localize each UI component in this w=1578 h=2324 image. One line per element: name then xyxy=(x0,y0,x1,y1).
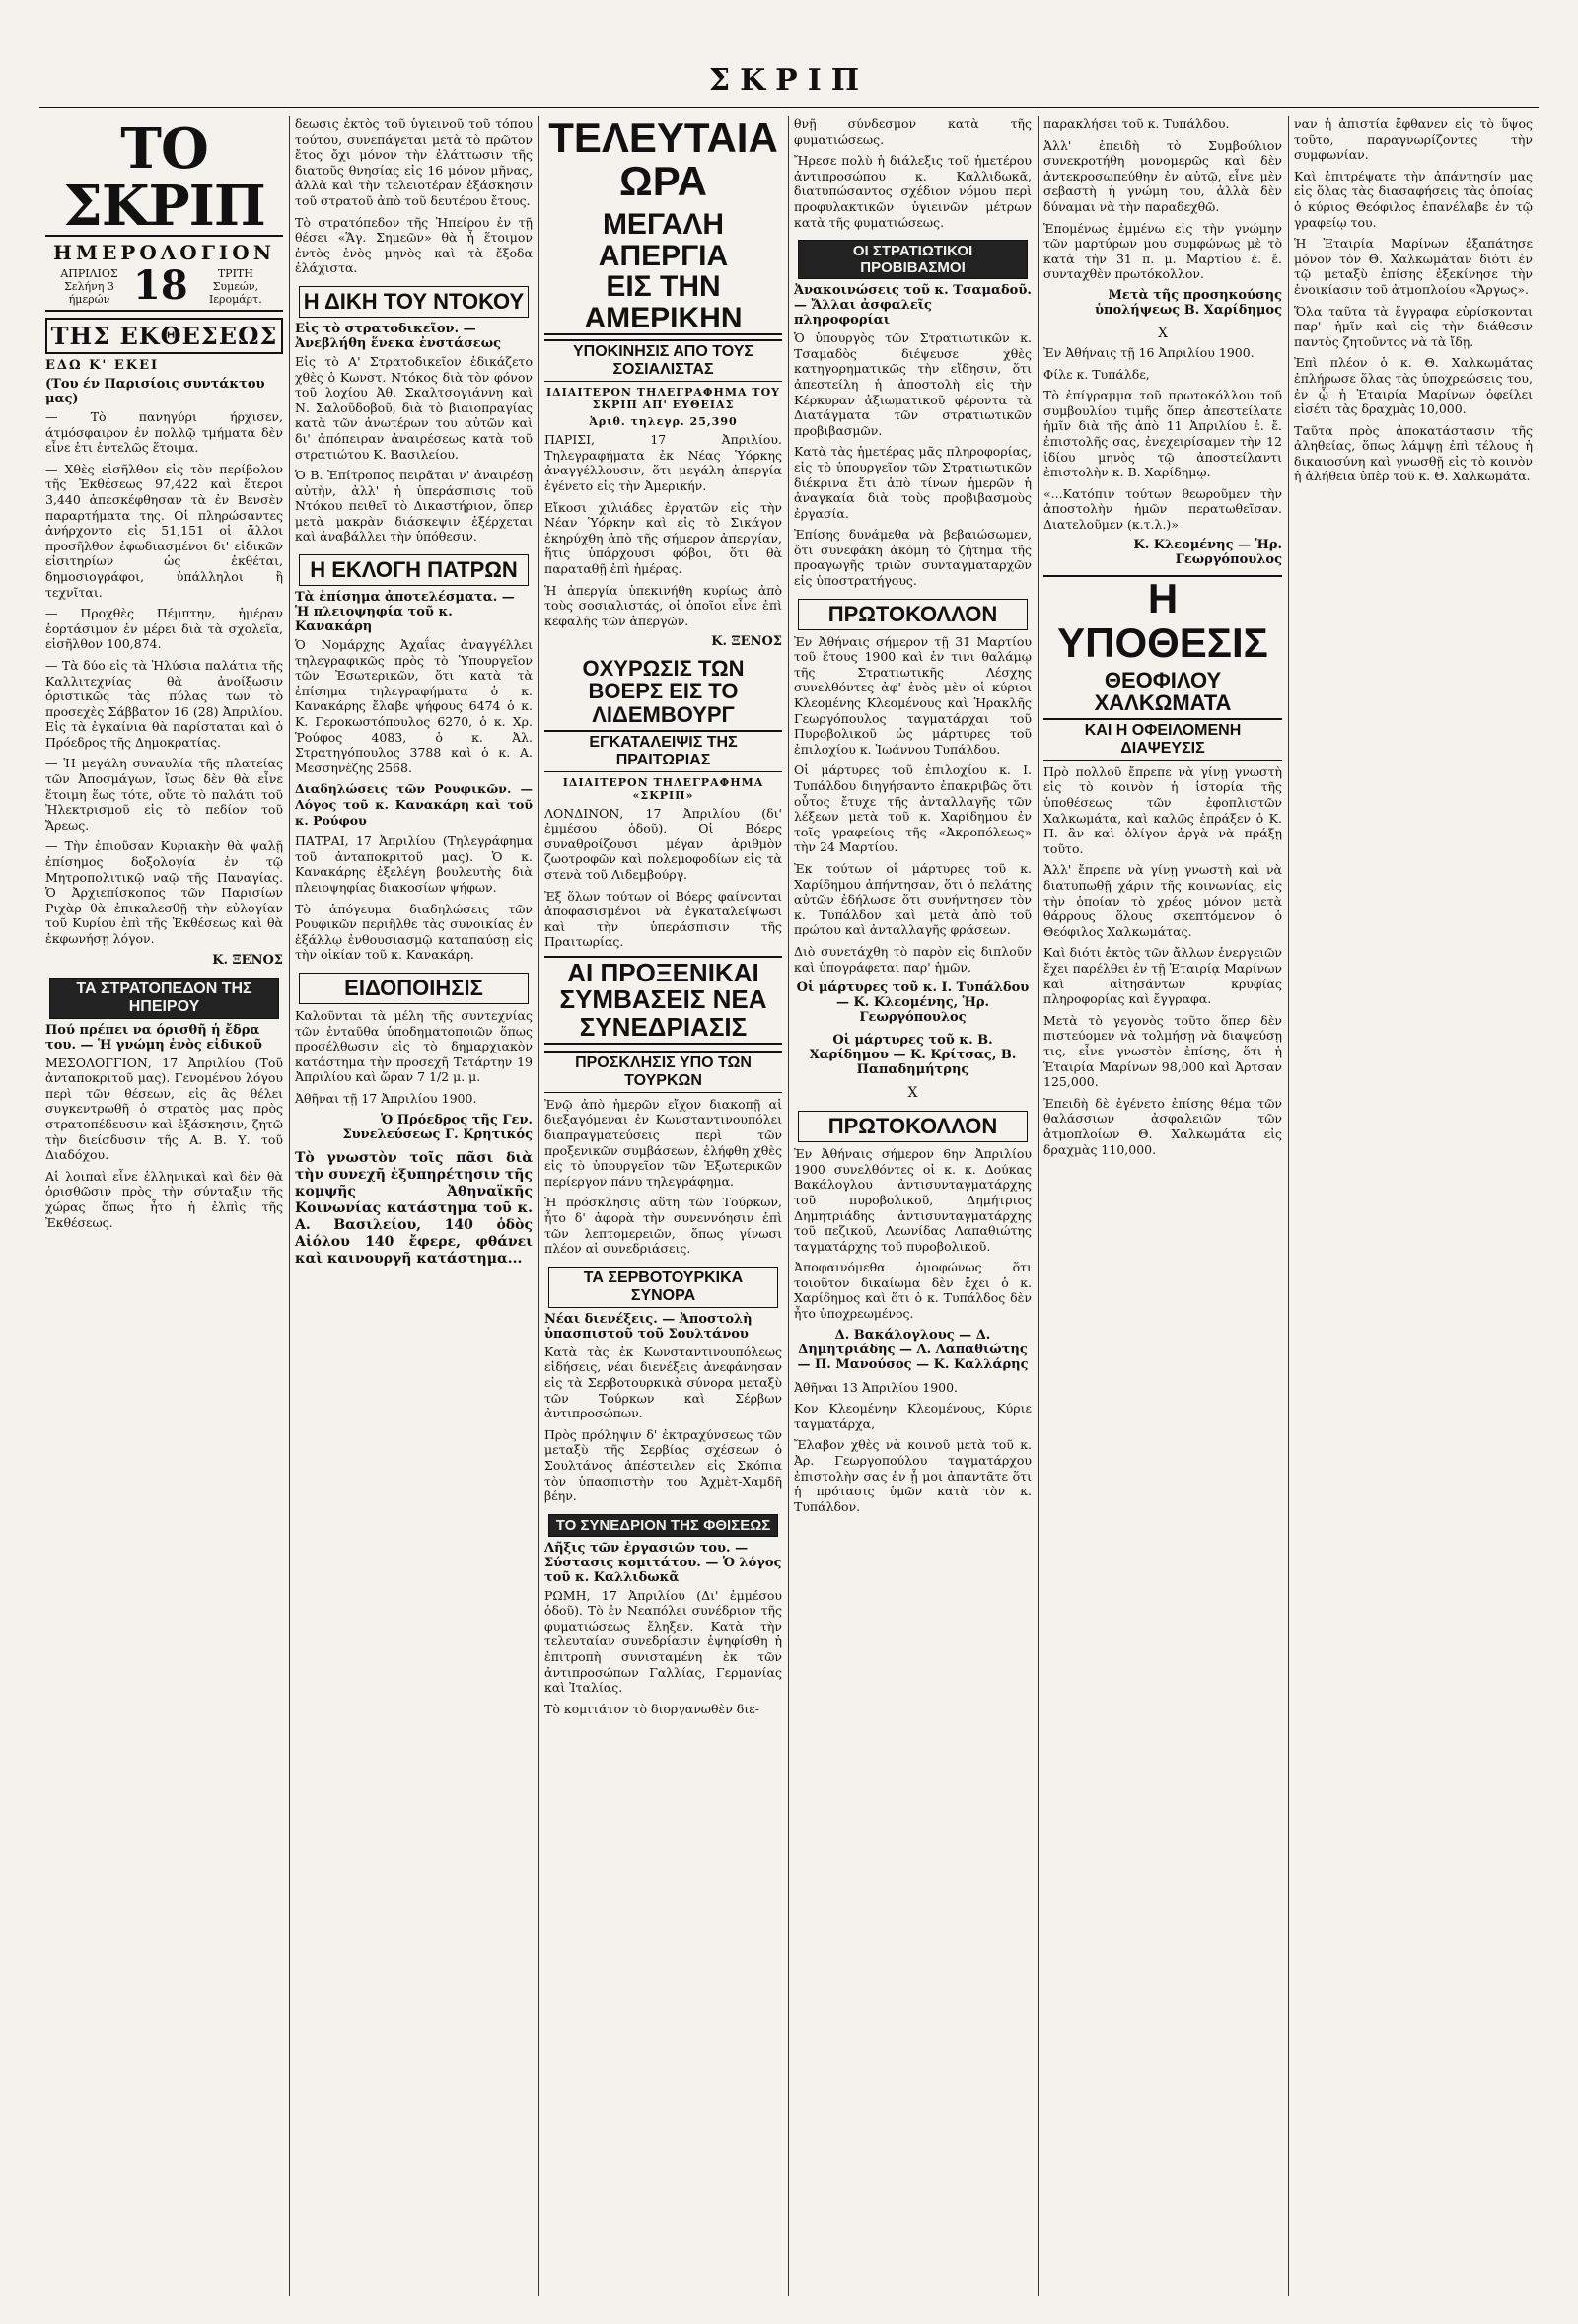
article-headline: Η ΥΠΟΘΕΣΙΣ xyxy=(1043,575,1282,664)
article-headline: ΟΙ ΣΤΡΑΤΙΩΤΙΚΟΙ ΠΡΟΒΙΒΑΣΜΟΙ xyxy=(798,240,1028,279)
article-headline: ΤΟ ΣΥΝΕΔΡΙΟΝ ΤΗΣ ΦΘΙΣΕΩΣ xyxy=(548,1514,778,1537)
paragraph: Ἐπίσης δυνάμεθα νὰ βεβαιώσωμεν, ὅτι συνεφάκη ἀκόμη τὸ ζήτημα τῆς προαγωγῆς τριῶν συνταγματαρχῶν εἰς ὑποστρατήγους. xyxy=(794,527,1032,589)
paragraph: ΠΑΤΡΑΙ, 17 Ἀπριλίου (Τηλεγράφημα τοῦ ἀνταποκριτοῦ μας). Ὁ κ. Κανακάρης ἐξελέγη βουλευτὴς διὰ πλειοψηφίας διακοσίων ψήφων. xyxy=(295,834,533,895)
newspaper-logo: ΤΟ ΣΚΡΙΠ xyxy=(45,120,283,237)
article-lead: Λῆξις τῶν ἐργασιῶν του. — Σύστασις κομιτάτου. — Ὁ λόγος τοῦ κ. Καλλιδωκᾶ xyxy=(544,1540,782,1585)
telegram-label: ΙΔΙΑΙΤΕΡΟΝ ΤΗΛΕΓΡΑΦΗΜΑ «ΣΚΡΙΠ» xyxy=(562,775,764,802)
paragraph: Ἐν Ἀθήναις σήμερον τῇ 31 Μαρτίου τοῦ ἔτους 1900 καὶ ἐν τινι θαλάμῳ τῆς Στρατιωτικῆς Λέσχης συνελθόντες ἀφ' ἑνὸς μὲν οἱ κύριοι Κλεομένης Κλεομένους καὶ Ἡρακλῆς Γεωργόπουλος ταγματάρχαι τοῦ Πυροβολικοῦ ὡς μάρτυρες τοῦ ἐπιλοχίου κ. Ἰωάννου Τυπάλδου. xyxy=(794,633,1032,757)
paragraph: Ἡ Ἑταιρία Μαρίνων ἐξαπάτησε μόνον τὸν Θ. Χαλκωμάταν διότι ἐν τῷ μεταξὺ ἐπίσης ἐξεκίνησε τὴν ἐνοικίασιν τοῦ ἀτμοπλοίου «Ἄργως». xyxy=(1294,236,1533,297)
paragraph: Τὸ στρατόπεδον τῆς Ἠπείρου ἐν τῇ θέσει «Ἅγ. Σημεῶν» θὰ ἦ ἕτοιμον ἐντὸς ἑνὸς μηνὸς καὶ τὰ ἔξοδα ἐλάχιστα. xyxy=(295,214,533,276)
article-lead: Πού πρέπει να όρισθῆ ἡ ἔδρα του. — Ἡ γνώμη ἑνὸς εἰδικοῦ xyxy=(45,1022,262,1053)
article-headline: ΤΑ ΣΤΡΑΤΟΠΕΔΟΝ ΤΗΣ ΗΠΕΙΡΟΥ xyxy=(49,978,279,1019)
paragraph: Ἐν Ἀθήναις τῇ 16 Ἀπριλίου 1900. xyxy=(1043,344,1255,360)
article-lead: Τὰ ἐπίσημα ἀποτελέσματα. — Ἡ πλειοψηφία τοῦ κ. Κανακάρη xyxy=(295,590,515,635)
article-subheadline: ΕΓΚΑΤΑΛΕΙΨΙΣ ΤΗΣ ΠΡΑΙΤΩΡΙΑΣ xyxy=(544,730,782,772)
paragraph: Ἤρεσε πολὺ ἡ διάλεξις τοῦ ἡμετέρου ἀντιπροσώπου κ. Καλλιδωκᾶ, διατυπώσαντος σχέδιον νόμου περὶ προφυλακτικῶν ὑγιεινῶν μέτρων κατὰ τῆς φυματιώσεως. xyxy=(794,153,1032,230)
article-headline: ΠΡΩΤΟΚΟΛΛΟΝ xyxy=(798,1111,1028,1142)
article-headline: ΕΙΣ ΤΗΝ ΑΜΕΡΙΚΗΝ xyxy=(544,271,782,335)
paragraph: Ὁ Β. Ἐπίτροπος πειρᾶται ν' ἀναιρέσῃ αὐτὴν, ἀλλ' ἡ ὑπεράσπισις τοῦ Ντόκου πειθεῖ τὸ Δικαστήριον, ὅπερ μετὰ μακρὰν διάσκεψιν ἐξέρχεται καὶ ἀναβάλλει τὴν ὑπόθεσιν. xyxy=(295,468,533,545)
dateline xyxy=(45,262,283,312)
date-day: 18 xyxy=(133,262,188,309)
paragraph: — Ἡ μεγάλη συναυλία τῆς πλατείας τῶν Ἀποσμάγων, ἴσως δὲν θὰ εἶνε ἕτοιμη ἕως τότε, οὔτε τὸ παλάτι τοῦ Ἠλεκτρισμοῦ εἰς τὸ πεδίον τοῦ Ἄρεως. xyxy=(45,756,283,833)
paragraph: Ἐκ τούτων οἱ μάρτυρες τοῦ κ. Χαρίδημου ἀπήντησαν, ὅτι ὁ πελάτης αὐτῶν ἐδήλωσε ὅτι συνήντησεν τὸν κ. Τυπάλδον καὶ μετὰ ἀπὸ τοῦ πρώτου καὶ ἀνταλλαγῆς φράσεων. xyxy=(794,860,1032,938)
paragraph: Ἀλλ' ἔπρεπε νὰ γίνῃ γνωστὴ καὶ νὰ διατυπωθῇ χάριν τῆς κοινωνίας, εἰς τὴν ὁποίαν τὸ χρέος μόνον μετὰ θάρρους ὅλους σκεπτόμενον ὁ Θεόφιλος Χαλκωμάτας. xyxy=(1043,862,1282,939)
column-2 xyxy=(289,116,538,2296)
signature: Μετὰ τῆς προσηκούσης ὑπολήψεως Β. Χαρίδημος xyxy=(1094,287,1282,318)
article-headline: ΤΕΛΕΥΤΑΙΑ ΩΡΑ xyxy=(548,116,778,205)
column-5 xyxy=(1038,116,1288,2296)
paragraph: Πρὸς πρόληψιν δ' ἐκτραχύνσεως τῶν μεταξὺ τῆς Σερβίας σχέσεων ὁ Σουλτάνος ἀπέστειλεν εἰς Σκόπια τὸν ὑπασπιστὴν του Ἀχμὲτ-Χαμδῆ βέην. xyxy=(544,1426,782,1504)
article-subheadline: ΥΠΟΚΙΝΗΣΙΣ ΑΠΟ ΤΟΥΣ ΣΟΣΙΑΛΙΣΤΑΣ xyxy=(544,339,782,382)
article-headline: Η ΔΙΚΗ ΤΟΥ ΝΤΟΚΟΥ xyxy=(299,286,529,318)
article-headline: ΕΙΔΟΠΟΙΗΣΙΣ xyxy=(299,973,529,1004)
paragraph: Τὸ ἀπόγευμα διαδηλώσεις τῶν Ρουφικῶν περιῆλθε τὰς συνοικίας ἐν ἐξάλλῳ ἐνθουσιασμῷ καταπαύσῃ εἰς τὴν οἰκίαν τοῦ κ. Κανακάρη. xyxy=(295,901,533,963)
paragraph: Οἱ μάρτυρες τοῦ ἐπιλοχίου κ. Ι. Τυπάλδου διηγήσαντο ἐπακριβῶς ὅτι οὗτος ἔτυχε τῆς ἀνταλλαγῆς τῶν λέξεων μετὰ τοῦ κ. Χαρίδημου ἐν τοῖς γραφείοις τῆς «Ἀκροπόλεως» τὴν 24 Μαρτίου. xyxy=(794,763,1032,855)
paragraph: Ἐπειδὴ δὲ ἐγένετο ἐπίσης θέμα τῶν θαλάσσιων ἀσφαλειῶν τῶν ἀτμοπλοίων Θ. Χαλκωμάτα εἰς δραχμὰς 110,000. xyxy=(1043,1095,1282,1157)
paragraph: Ἡ πρόσκλησις αὕτη τῶν Τούρκων, ἦτο δ' ἀφορὰ τὴν συνεννόησιν ἐπὶ τῶν λεπτομερειῶν, ὅπως γίνωσι πλέον αἱ συνεδριάσεις. xyxy=(544,1195,782,1257)
telegram-label: ΙΔΙΑΙΤΕΡΟΝ ΤΗΛΕΓΡΑΦΗΜΑ ΤΟΥ ΣΚΡΙΠ ΑΠ' ΕΥΘΕΙΑΣ xyxy=(545,386,781,412)
telegram-ref: Ἀριθ. τηλεγρ. 25,390 xyxy=(589,415,738,429)
paragraph: ΠΑΡΙΣΙ, 17 Ἀπριλίου. Τηλεγραφήματα ἐκ Νέας Ὑόρκης ἀναγγέλλουσιν, ὅτι μεγάλη ἀπεργία ἐγένετο εἰς τὴν Ἀμερικήν. xyxy=(544,432,782,493)
page-masthead: ΣΚΡΙΠ xyxy=(39,63,1539,109)
advertisement: Τὸ γνωστὸν τοῖς πᾶσι διὰ τὴν συνεχῆ ἐξυπηρέτησιν τῆς κομψῆς Ἀθηναϊκῆς Κοινωνίας κατάστημα τοῦ κ. Α. Βασιλείου, 140 ὁδὸς Αἰόλου 140 ἔφερε, φθάνει καὶ καινουργῆ κατάστημα... xyxy=(295,1149,533,1267)
article-headline: ΤΑ ΣΕΡΒΟΤΟΥΡΚΙΚΑ ΣΥΝΟΡΑ xyxy=(548,1267,778,1308)
paragraph: Ἀλλ' ἐπειδὴ τὸ Συμβούλιον συνεκροτήθη μονομερῶς καὶ δὲν ἀντεκροσωπεύθην ἐν αὐτῷ, εἶνε μὲν σεβαστὴ ἡ γνώμη του, ἀλλὰ δὲν δύναμαι νὰ τὴν παραδεχθῶ. xyxy=(1043,137,1282,214)
paragraph: Πρὸ πολλοῦ ἔπρεπε νὰ γίνῃ γνωστὴ εἰς τὸ κοινὸν ἡ ἱστορία τῆς ὑποθέσεως τῶν ἐφοπλιστῶν Χαλκωμάτα, καὶ καλῶς ἐπράξεν ὁ Κ. Π. ἂν καὶ ὀλίγον ἀργὰ νὰ πράξῃ τοῦτο. xyxy=(1043,763,1282,856)
paragraph: Κατὰ τὰς ἡμετέρας μᾶς πληροφορίας, εἰς τὸ ὑπουργεῖον τῶν Στρατιωτικῶν διέκρινα ἔτι ἀπὸ τίνων ἡμερῶν ἡ ἀναγκαία διὰ τοὺς προβιβασμοὺς ἐργασία. xyxy=(794,444,1032,521)
paragraph: — Τὸ πανηγύρι ήρχισεν, άτμόσφαιρον ἐν πολλῷ τμήματα δὲν εἶνε ἐτι ἐντελῶς ἕτοιμα. xyxy=(45,409,283,456)
paragraph: Φίλε κ. Τυπάλδε, xyxy=(1043,366,1150,382)
paragraph: θνῇ σύνδεσμον κατὰ τῆς φυματιώσεως. xyxy=(794,116,1032,147)
date-weekday: ΤΡΙΤΗ xyxy=(217,266,253,280)
date-left-note: Σελήνη 3 ήμερών xyxy=(64,279,114,306)
signature: Οἱ μάρτυρες τοῦ κ. Ι. Τυπάλδου — Κ. Κλεομένης, Ἡρ. Γεωργόπουλος xyxy=(796,980,1030,1026)
paragraph: Ἔλαβον χθὲς νὰ κοινοῦ μετὰ τοῦ κ. Ἀρ. Γεωργοπούλου ταγματάρχου ἐπιστολὴν σας ἐν ᾗ μοι ἀπαντᾶτε ὅτι ἡ πρότασις ὑμῶν κατὰ τὸν κ. Τυπάλδον. xyxy=(794,1437,1032,1514)
signature: Κ. Κλεομένης — Ἡρ. Γεωργόπουλος xyxy=(1133,538,1282,568)
paragraph: Ἐξ ὅλων τούτων οἱ Βόερς φαίνονται ἀποφασισμένοι νὰ ἐγκαταλείψωσι καὶ τὴν ὑπεράσπισιν τῆς Πραιτωρίας. xyxy=(544,888,782,950)
paragraph: — Χθὲς εἰσῆλθον εἰς τὸν περίβολον τῆς Ἐκθέσεως 97,422 καὶ ἕτεροι 3,440 ἀπεσκέφθησαν τὰ ἐν Βενσὲν παραρτήματα της. Οἱ πληρώσαντες ἀνήρχοντο εἰς 51,151 οἱ ἄλλοι προσῆλθον ἐφωδιασμένοι δι' εἰδικῶν εἰσιτηρίων ὡς ἐκθέται, δημοσιογράφοι, ὑπάλληλοι ἢ τεχνῖται. xyxy=(45,461,283,600)
paragraph: Καλοῦνται τὰ μέλη τῆς συντεχνίας τῶν ἐνταῦθα ὑποδηματοποιῶν ὅπως προσέλθωσιν εἰς τὸ δημαρχιακὸν κατάστημα τὴν προσεχῆ Τετάρτην 19 Ἀπριλίου καὶ ὥραν 7 1/2 μ. μ. xyxy=(295,1007,533,1085)
paragraph: Ταῦτα πρὸς ἀποκατάστασιν τῆς ἀληθείας, ὅπως λάμψῃ ἐπὶ τέλους ἡ δικαιοσύνη καὶ γνωσθῇ εἰς τὸ κοινὸν ἡ ἀλήθεια ὑπὲρ τοῦ κ. Θ. Χαλκωμάτα. xyxy=(1294,422,1533,484)
paragraph: Ἐν Ἀθήναις σήμερον 6ην Ἀπριλίου 1900 συνελθόντες οἱ κ. κ. Δούκας Βακάλογλου ἀντισυνταγματάρχης τοῦ πυροβολικοῦ, Δημήτριος Δημητριάδης ἀντισυνταγματάρχης τοῦ πεζικοῦ, Λεωνίδας Λαπαθιώτης ταγματάρχης τοῦ πυροβολικοῦ. xyxy=(794,1146,1032,1254)
paragraph: «...Κατόπιν τούτων θεωροῦμεν τὴν ἀποστολὴν ἡμῶν περατωθεῖσαν. Διατελοῦμεν (κ.τ.λ.)» xyxy=(1043,485,1282,532)
signature: Κ. ΞΕΝΟΣ xyxy=(212,952,283,968)
paragraph: παρακλήσει τοῦ κ. Τυπάλδου. xyxy=(1043,116,1230,131)
paragraph: ΛΟΝΔΙΝΟΝ, 17 Ἀπριλίου (δι' ἐμμέσου ὁδοῦ). Οἱ Βόερς συναθροίζουσι μέγαν ἀριθμὸν ζωοτροφῶν καὶ πολεμοφοδίων εἰς τὰ στενὰ τοῦ Λιδεμβούργ. xyxy=(544,805,782,882)
signature: Κ. ΞΕΝΟΣ xyxy=(711,634,782,650)
paragraph: Ἑπομένως ἐμμένω εἰς τὴν γνώμην τῶν μαρτύρων μου συμφώνως μὲ τὸ κατὰ τὴν 31 π. μ. Μαρτίου ἐ. ἔ. συνταχθὲν πρωτόκολλον. xyxy=(1043,220,1282,282)
paragraph: Καὶ διότι ἐκτὸς τῶν ἄλλων ἐνεργειῶν ἔχει παρέλθει ἐν τῇ Ἑταιρίᾳ Μαρίνων καὶ αἰτησάντων κρυφίας πληροφορίας καὶ ἔγγραφα. xyxy=(1043,945,1282,1007)
article-headline: Η ΕΚΛΟΓΗ ΠΑΤΡΩΝ xyxy=(299,554,529,586)
paragraph: Καὶ ἐπιτρέψατε τὴν ἀπάντησίν μας εἰς ὅλας τὰς διασαφήσεις τὰς ὁποίας ὁ κύριος Θεόφιλος ἐπανέλαβε ἐν τῷ γραφείῳ του. xyxy=(1294,168,1533,230)
article-headline: ΠΡΩΤΟΚΟΛΛΟΝ xyxy=(798,599,1028,630)
paragraph: Ἐνῷ ἀπὸ ἡμερῶν εἴχον διακοπῇ αἱ διεξαγόμεναι ἐν Κωνσταντινουπόλει διαπραγματεύσεις περὶ τῶν προξενικῶν συμβάσεων, ἐλήφθη χθὲς εἰς τὸ ὑπουργεῖον τῶν Ἐξωτερικῶν περίεργον πάνυ τηλεγράφημα. xyxy=(544,1096,782,1189)
signature: Ὁ Πρόεδρος τῆς Γεν. Συνελεύσεως Γ. Κρητικός xyxy=(342,1112,533,1142)
paragraph: ΜΕΣΟΛΟΓΓΙΟΝ, 17 Ἀπριλίου (Τοῦ ἀνταποκριτοῦ μας). Γενομένου λόγου περὶ τῶν θέσεων, εἰς ἃς θέλει συγκεντρωθῆ ὁ στρατὸς μας πρὸς στρατοπέδευσιν καὶ ἐξάσκησιν, ζητῶ τὴν διείσδυσιν τῆς Α. Β. Υ. τοῦ Διαδόχου. xyxy=(45,1054,283,1163)
article-subheadline: ΠΡΟΣΚΛΗΣΙΣ ΥΠΟ ΤΩΝ ΤΟΥΡΚΩΝ xyxy=(544,1051,782,1093)
paragraph: Διαδηλώσεις τῶν Ρουφικῶν. — Λόγος τοῦ κ. Κανακάρη καὶ τοῦ κ. Ρούφου xyxy=(295,781,533,828)
paragraph: Εἴκοσι χιλιάδες ἐργατῶν εἰς τὴν Νέαν Ὑόρκην καὶ εἰς τὸ Σικάγον ἐκηρύχθη ἀπὸ τῆς σήμερον ἀπεργίαν, ἥτις ὑπάρχουσι φόβοι, ὅτι θὰ παραταθῇ ἐπὶ ἡμέρας. xyxy=(544,499,782,576)
columns xyxy=(39,116,1539,2296)
separator-mark: Χ xyxy=(1158,325,1168,341)
article-subheadline: ΚΑΙ Η ΟΦΕΙΛΟΜΕΝΗ ΔΙΑΨΕΥΣΙΣ xyxy=(1043,718,1282,761)
paragraph: Τὸ κομιτάτον τὸ διοργανωθὲν διε- xyxy=(544,1701,759,1716)
article-headline: ΟΧΥΡΩΣΙΣ ΤΩΝ ΒΟΕΡΣ ΕΙΣ ΤΟ ΛΙΔΕΜΒΟΥΡΓ xyxy=(582,656,745,727)
article-lead: Εἰς τὸ στρατοδικεῖον. — Ἀνεβλήθη ἕνεκα ἐνστάσεως xyxy=(295,321,501,351)
paragraph: Ἀποφαινόμεθα ὁμοφώνως ὅτι τοιοῦτον δικαίωμα δὲν ἔχει ὁ κ. Χαρίδημος καὶ ὅτι ὁ κ. Τυπάλδος δὲν ἦτο ὑποχρεωμένος. xyxy=(794,1260,1032,1322)
column-3 xyxy=(538,116,788,2296)
paragraph: Ὁ ὑπουργὸς τῶν Στρατιωτικῶν κ. Τσαμαδὸς διέψευσε χθὲς κατηγορηματικῶς τὴν εἴδησιν, ὅτι ἀπεστείλη ἡ ἀποστολὴ εἰς τὴν Κέρκυραν ἀξιωματικοῦ φέροντα τὰ Διατάγματα τῶν στρατιωτικῶν προβιβασμῶν. xyxy=(794,330,1032,438)
logo-subtitle: ΗΜΕΡΟΛΟΓΙΟΝ xyxy=(53,241,275,264)
date-month: ΑΠΡΙΛΙΟΣ xyxy=(60,266,118,280)
article-lead: Ἀνακοινώσεις τοῦ κ. Τσαμαδοῦ. — Ἄλλαι ἀσφαλεῖς πληροφορίαι xyxy=(794,283,1032,328)
paragraph: Ὅλα ταῦτα τὰ ἔγγραφα εὑρίσκονται παρ' ἡμῖν καὶ εἰς τὴν διάθεσιν παντὸς ζητοῦντος νὰ τὰ ἴδῃ. xyxy=(1294,303,1533,349)
paragraph: — Τὰ δύο εἰς τὰ Ἠλύσια παλάτια τῆς Καλλιτεχνίας θὰ ἀνοίξωσιν ὁριστικῶς τὰς πύλας των τὸ προσεχὲς Σάββατον 16 (28) Ἀπριλίου. Εἰς τὰ ἐγκαίνια θὰ παρίσταται καὶ ὁ Πρόεδρος τῆς Δημοκρατίας. xyxy=(45,657,283,750)
signature: Οἱ μάρτυρες τοῦ κ. Β. Χαρίδημου — Κ. Κρίτσας, Β. Παπαδημήτρης xyxy=(809,1033,1017,1078)
paragraph: — Τὴν ἐπιοῦσαν Κυριακὴν θὰ ψαλῇ ἐπίσημος δοξολογία ἐν τῷ Μητροπολιτικῷ ναῷ τῆς Παναγίας. Ὁ Ἀρχιεπίσκοπος τῶν Παρισίων Ριχὰρ θὰ ἐπικαλεσθῇ τὴν εὐλογίαν τοῦ Κυρίου ἐπὶ τῆς Ἐκθέσεως καὶ θὰ ἐκφωνήσῃ λόγον. xyxy=(45,838,283,946)
paragraph: Διὸ συνετάχθη τὸ παρὸν εἰς διπλοῦν καὶ ὑπογράφεται παρ' ἡμῶν. xyxy=(794,943,1032,975)
paragraph: Κατὰ τὰς ἐκ Κωνσταντινουπόλεως εἰδήσεις, νέαι διενέξεις ἀνεφάνησαν εἰς τὰ Σερβοτουρκικὰ σύνορα μεταξὺ τῶν Τούρκων καὶ Σέρβων ἀντιπροσώπων. xyxy=(544,1344,782,1421)
section-heading: ΤΗΣ ΕΚΘΕΣΕΩΣ xyxy=(45,318,283,354)
paragraph: Ὁ Νομάρχης Ἀχαΐας ἀναγγέλλει τηλεγραφικῶς πρὸς τὸ Ὑπουργεῖον τῶν Ἐσωτερικῶν, ὅτι κατὰ τὰ ἐπίσημα τηλεγραφήματα ὁ κ. Κανακάρης ἔλαβε ψήφους 6474 ὁ κ. Κ. Γεροκωστόπουλος 6270, ὁ κ. Χρ. Ῥούφος 4083, ὁ κ. Ἀλ. Στρατηγόπουλος 3788 καὶ ὁ κ. Α. Μεσσηνέζης 2568. xyxy=(295,637,533,775)
paragraph: — Προχθὲς Πέμπτην, ἡμέραν ἑορτάσιμον ἐν μέρει διὰ τὰ σχολεῖα, εἰσῆλθον 100,874. xyxy=(45,606,283,652)
article-lead: (Του έν Παρισίοις συντάκτου μας) xyxy=(45,377,265,406)
paragraph: Αἱ λοιπαὶ εἶνε ἑλληνικαὶ καὶ δὲν θὰ ὁρισθῶσιν πρὸς τὴν σύνταξιν τῆς χώρας ὅπως ἦτο ἡ ἐλπὶς τῆς Ἐκθέσεως. xyxy=(45,1168,283,1230)
column-4 xyxy=(788,116,1038,2296)
paragraph: Τὸ ἐπίγραμμα τοῦ πρωτοκόλλου τοῦ συμβουλίου τιμῆς ὅπερ ἀπεστείλατε ἡμῖν διὰ τῆς ἀπὸ 11 Ἀπριλίου ἐ. ἔ. ἐπιστολῆς σας, ἐνεχειρίσαμεν τὴν 12 ἰδίου μηνὸς τῷ ἀποστείλαντι ἐπιστολὴν κ. Β. Χαρίδημῳ. xyxy=(1043,388,1282,480)
paragraph: δεωσις ἐκτὸς τοῦ ὑγιεινοῦ τοῦ τόπου τούτου, συνεπάγεται μετὰ τὸ πρῶτον ἔτος ὄχι μόνον τὴν ἐλάττωσιν τῆς διατοῦς θνησίας εἰς 16 μόνον μῆνας, ἀλλὰ καὶ τὴν τελειοτέραν ἐξάσκησιν τοῦ στρατοῦ ἀπὸ τοῦ δευτέρου ἔτους. xyxy=(295,116,533,208)
paragraph: Ἐπὶ πλέον ὁ κ. Θ. Χαλκωμάτας ἐπλήρωσε ὅλας τὰς ὑποχρεώσεις του, ἐν ᾧ ἡ Ἑταιρία Μαρίνων ὀφείλει εἰσέτι τὰς δραχμὰς 10,000. xyxy=(1294,355,1533,417)
article-headline: ΜΕΓΑΛΗ ΑΠΕΡΓΙΑ xyxy=(598,208,729,272)
paragraph: Ἀθῆναι 13 Ἀπριλίου 1900. xyxy=(794,1379,959,1395)
article-headline: ΘΕΟΦΙΛΟΥ ΧΑΛΚΩΜΑΤΑ xyxy=(1094,667,1232,715)
column-6 xyxy=(1288,116,1539,2296)
paragraph: Εἰς τὸ Α' Στρατοδικεῖον ἐδικάζετο χθὲς ὁ Κωνστ. Ντόκος διὰ τὸν φόνον τοῦ λοχίου Ἀθ. Σκαλτσογιάννη καὶ Ν. Σαλοῦδοβοῦ, διὰ τὸ βιαιοπραγίας κατὰ τῶν ἀνωτέρων του αὐτῶν καὶ δι' ἀπόπειραν ἀναιρέσεως κατὰ τοῦ στρατιώτου Κ. Βασιλείου. xyxy=(295,353,533,462)
separator-mark: Χ xyxy=(907,1085,918,1102)
paragraph: Ἀθῆναι τῇ 17 Ἀπριλίου 1900. xyxy=(295,1090,477,1106)
article-headline: ΑΙ ΠΡΟΞΕΝΙΚΑΙ ΣΥΜΒΑΣΕΙΣ ΝΕΑ ΣΥΝΕΔΡΙΑΣΙΣ xyxy=(544,956,782,1045)
paragraph: ΡΩΜΗ, 17 Ἀπριλίου (Δι' ἐμμέσου ὁδοῦ). Τὸ ἐν Νεαπόλει συνέδριον τῆς φυματιώσεως ἔληξεν. Κατὰ τὴν τελευταίαν συνεδρίασιν ἐψηφίσθη ἡ ἐπιτροπὴ συνισταμένη ἐκ τῶν ἀντιπροσώπων Γαλλίας, Γερμανίας καὶ Ἰταλίας. xyxy=(544,1587,782,1696)
column-1 xyxy=(39,116,289,2296)
paragraph: Μετὰ τὸ γεγονὸς τοῦτο ὅπερ δὲν πιστεύομεν νὰ τολμήσῃ νὰ διαψεύσῃ τις, εἶνε γνωστὸν ἐπίσης, ὅτι ἡ Ἑταιρία Μαρίνων 98,000 καὶ Ἀρτσαν 125,000. xyxy=(1043,1012,1282,1090)
date-right-note: Συμεών, Ιερομάρτ. xyxy=(208,279,262,306)
paragraph: ναν ἡ ἀπιστία ἔφθανεν εἰς τὸ ὕψος τοῦτο, παραγνωρίζοντες τὴν συμφωνίαν. xyxy=(1294,116,1533,163)
section-kicker: ΕΔΩ Κ' ΕΚΕΙ xyxy=(45,358,160,373)
paragraph: Κον Κλεομένην Κλεομένους, Κύριε ταγματάρχα, xyxy=(794,1401,1032,1431)
article-lead: Νέαι διενέξεις. — Ἀποστολὴ ὑπασπιστοῦ τοῦ Σουλτάνου xyxy=(544,1311,753,1342)
paragraph: Ἡ ἀπεργία ὑπεκινήθη κυρίως ἀπὸ τοὺς σοσιαλιστάς, οἱ ὁποῖοι εἶνε ἐπὶ κεφαλῆς τῶν ἀπεργῶν. xyxy=(544,582,782,628)
signature: Δ. Βακάλογλους — Δ. Δημητριάδης — Λ. Λαπαθιώτης — Π. Μανούσος — Κ. Καλλάρης xyxy=(797,1327,1029,1372)
